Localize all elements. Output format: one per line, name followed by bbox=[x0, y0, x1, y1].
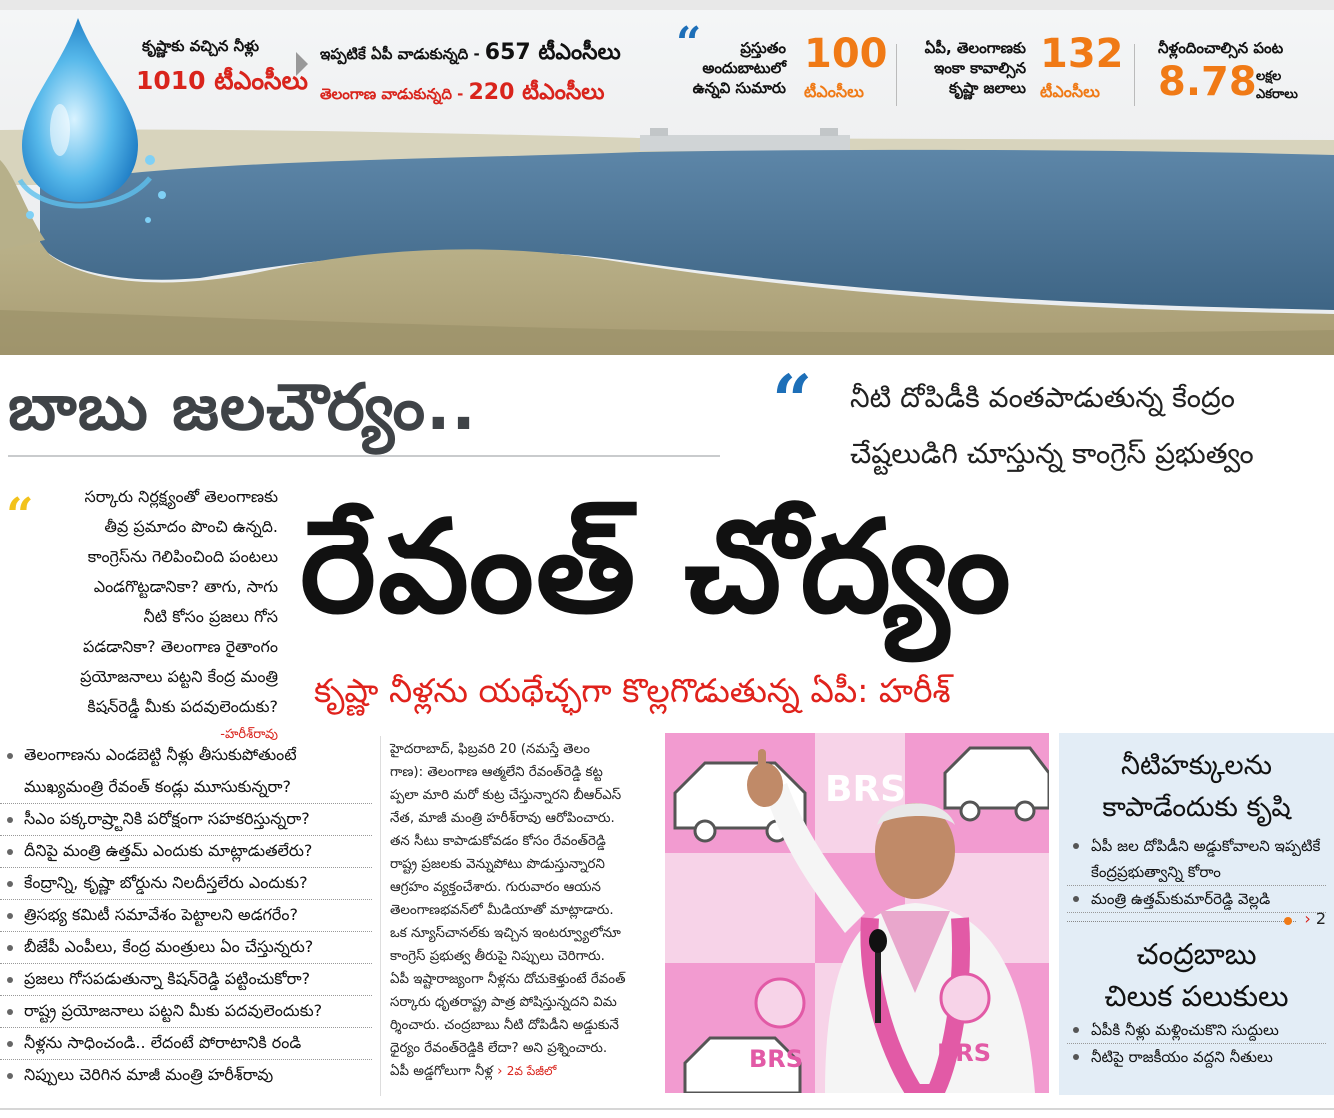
article-last-line bbox=[390, 1060, 646, 1083]
continued-arrow-icon: › bbox=[497, 1064, 503, 1079]
stat-crop-unit-2: ఎకరాలు bbox=[1256, 87, 1298, 102]
list-item-text: నీళ్లను సాధించండి.. లేదంటే పోరాటానికి రండి bbox=[24, 1033, 302, 1052]
stat-crop-unit bbox=[1256, 68, 1298, 104]
side-box-item bbox=[1067, 1017, 1326, 1044]
podium-logo-left: BRS bbox=[749, 1045, 804, 1073]
bottom-rule bbox=[0, 1108, 1334, 1110]
side-box-section-1 bbox=[1059, 733, 1334, 931]
article-line: రాష్ట్ర ప్రజలకు వెన్నుపోటు పొడుస్తున్నారని bbox=[390, 857, 605, 872]
list-item bbox=[0, 868, 372, 900]
quote-blue-icon: “ bbox=[772, 359, 813, 442]
side-box-item bbox=[1067, 833, 1326, 886]
page-ref-row bbox=[1067, 909, 1326, 931]
stat-crop-unit-1: లక్షల bbox=[1256, 69, 1282, 84]
article-line: తన సీటు కాపాడుకోవడం కోసం రేవంత్‌రెడ్డి bbox=[390, 834, 606, 849]
side-box-section-2 bbox=[1059, 931, 1334, 1070]
page-ref-dot bbox=[1284, 917, 1292, 925]
left-quote-line: కిషన్‌రెడ్డీ మీకు పదవులెందుకు? bbox=[87, 697, 278, 716]
article-continued-link[interactable]: 2వ పేజీలో bbox=[506, 1064, 557, 1078]
right-quote bbox=[850, 370, 1254, 482]
stat-ap-usage-value: 657 టీఎంసీలు bbox=[484, 40, 621, 65]
left-quote-line: పడడానికా? తెలంగాణ రైతాంగం bbox=[82, 637, 278, 656]
stat-telangana-usage-value: 220 టీఎంసీలు bbox=[468, 80, 605, 105]
quote-blue-icon: “ bbox=[676, 18, 702, 69]
stat-telangana-usage bbox=[320, 78, 605, 108]
main-headline: రేవంత్ చోద్యం bbox=[300, 493, 1013, 642]
stat-needed-line-3: కృష్ణా జలాలు bbox=[948, 79, 1026, 97]
side-box-item bbox=[1067, 886, 1326, 913]
article-line: నేత, మాజీ మంత్రి హరీశ్‌రావు ఆరోపించారు. bbox=[390, 811, 615, 826]
list-item bbox=[0, 932, 372, 964]
side-box-title-1-line-2: కాపాడేందుకు కృషి bbox=[1102, 792, 1291, 823]
list-item bbox=[0, 1028, 372, 1060]
left-quote-author: -హరీశ్‌రావు bbox=[220, 727, 278, 742]
list-item bbox=[0, 900, 372, 932]
list-item-text: త్రిసభ్య కమిటీ సమావేశం పెట్టాలని అడగరేం? bbox=[24, 905, 298, 924]
article-line: గాణ): తెలంగాణ ఆత్మలేని రేవంత్‌రెడ్డి కట్ట bbox=[390, 765, 603, 780]
podium-logo-right: BRS bbox=[937, 1039, 992, 1067]
side-box-item bbox=[1067, 1044, 1326, 1070]
article-line: ర్శించారు. చంద్రబాబు నీటి దోపిడీని అడ్డుకునే bbox=[390, 1018, 619, 1033]
stat-needed-unit: టీఎంసీలు bbox=[1040, 82, 1100, 101]
article-line: ఒక న్యూస్‌చానల్‌కు ఇచ్చిన ఇంటర్వ్యూలోనూ bbox=[390, 926, 621, 941]
stat-telangana-usage-label: తెలంగాణ వాడుకున్నది - bbox=[320, 85, 464, 103]
article-line: ఏపీ ఇష్టారాజ్యంగా నీళ్లను దోచుకెళ్తుంటే రేవంత్ bbox=[390, 972, 626, 987]
stat-crop-label: నీళ్లందించాల్సిన పంట bbox=[1158, 39, 1284, 57]
list-item bbox=[0, 772, 372, 804]
list-item-text: ముఖ్యమంత్రి రేవంత్ కండ్లు మూసుకున్నరా? bbox=[24, 777, 292, 796]
list-item bbox=[0, 804, 372, 836]
stat-needed-text bbox=[910, 38, 1026, 98]
stat-available-line-1: ప్రస్తుతం bbox=[740, 39, 786, 57]
kicker-headline: బాబు జలచౌర్యం.. bbox=[8, 371, 477, 445]
left-quote-text bbox=[0, 482, 278, 748]
stat-krishna-inflow-value: 1010 టీఎంసీలు bbox=[136, 66, 308, 95]
stat-available-unit: టీఎంసీలు bbox=[804, 82, 864, 101]
stat-available-value: 100 bbox=[804, 31, 888, 77]
article-line: కాంగ్రెస్ ప్రభుత్వ తీరుపై నిప్పులు చెరిగారు. bbox=[390, 949, 605, 964]
stat-needed-line-2: ఇంకా కావాల్సిన bbox=[933, 59, 1026, 77]
chevron-right-icon: › bbox=[1304, 909, 1311, 928]
divider bbox=[896, 44, 897, 106]
list-item-text: దీనిపై మంత్రి ఉత్తమ్ ఎందుకు మాట్లాడుతలేరు? bbox=[24, 841, 313, 860]
list-item-text: సీఎం పక్కరాష్ర్టానికి పరోక్షంగా సహకరిస్తున్నరా? bbox=[24, 809, 310, 828]
left-quote-line: కాంగ్రెస్‌ను గెలిపించింది పంటలు bbox=[87, 547, 278, 566]
page-ref-rule bbox=[1067, 921, 1296, 923]
article-line: సర్కారు ధృతరాష్ట్ర పాత్ర పోషిస్తున్నదని విమ bbox=[390, 995, 617, 1010]
stat-crop-value: 8.78 bbox=[1158, 59, 1257, 105]
arrow-right-icon bbox=[296, 52, 308, 76]
page-ref-number: 2 bbox=[1315, 909, 1326, 928]
article-line: తెలంగాణభవన్‌లో మీడియాతో మాట్లాడారు. bbox=[390, 903, 614, 918]
speaker-photo bbox=[665, 733, 1049, 1093]
right-quote-line-1: నీటి దోపిడీకి వంతపాడుతున్న కేంద్రం bbox=[850, 381, 1235, 414]
left-quote-line: నీటి కోసం ప్రజలు గోస bbox=[143, 607, 278, 626]
list-item bbox=[0, 964, 372, 996]
stat-needed-value: 132 bbox=[1040, 31, 1124, 77]
stat-available-line-2: అందుబాటులో bbox=[702, 59, 786, 77]
quote-yellow-icon: “ bbox=[6, 488, 34, 544]
list-item bbox=[0, 1060, 372, 1092]
side-box-item-text: ఏపీ జల దోపిడీని అడ్డుకోవాలని ఇప్పటికే కేంద్రప్రభుత్వాన్ని కోరాం bbox=[1091, 837, 1321, 881]
column-divider bbox=[380, 736, 381, 1096]
left-quote-line: ప్రయోజనాలు పట్టని కేంద్ర మంత్రి bbox=[80, 667, 278, 686]
hero-photo-band bbox=[0, 0, 1334, 355]
article-line: ఏపీ అడ్డగోలుగా నీళ్ల bbox=[390, 1064, 493, 1079]
side-box bbox=[1059, 733, 1334, 1095]
side-box-title-2-line-1: చంద్రబాబు bbox=[1136, 937, 1257, 971]
left-quote-line: ఎండగొట్టడానికా? తాగు, సాగు bbox=[93, 577, 278, 596]
list-item bbox=[0, 996, 372, 1028]
stat-available-line-3: ఉన్నవి సుమారు bbox=[692, 79, 786, 97]
stat-available-text bbox=[686, 38, 786, 98]
article-line: ప్పలా మారి మరో కుట్ర చేస్తున్నారని బీఆర్‌ఎస్ bbox=[390, 788, 622, 803]
right-quote-line-2: చేష్టలుడిగి చూస్తున్న కాంగ్రెస్ ప్రభుత్వం bbox=[850, 437, 1254, 470]
list-item-text: తెలంగాణను ఎండబెట్టి నీళ్లు తీసుకుపోతుంటే bbox=[24, 745, 297, 764]
side-box-title-2-line-2: చిలుక పలుకులు bbox=[1104, 979, 1289, 1013]
list-item bbox=[0, 740, 372, 772]
list-item-text: బీజేపీ ఎంపీలు, కేంద్ర మంత్రులు ఏం చేస్తున్నరు? bbox=[24, 937, 314, 956]
kicker-underline bbox=[8, 455, 720, 457]
list-item-text: రాష్ట్ర ప్రయోజనాలు పట్టని మీకు పదవులెందుకు? bbox=[24, 1001, 323, 1020]
bullet-list bbox=[0, 740, 372, 1092]
list-item-text: కేంద్రాన్ని, కృష్ణా బోర్డును నిలదీస్తలేరు ఎందుకు? bbox=[24, 873, 308, 892]
left-quote-line: సర్కారు నిర్లక్ష్యంతో తెలంగాణకు bbox=[84, 487, 278, 506]
left-quote-line: తీవ్ర ప్రమాదం పొంచి ఉన్నది. bbox=[104, 517, 278, 536]
list-item bbox=[0, 836, 372, 868]
side-box-item-text: మంత్రి ఉత్తమ్‌కుమార్‌రెడ్డి వెల్లడి bbox=[1091, 890, 1271, 908]
sub-headline: కృష్ణా నీళ్లను యథేచ్ఛగా కొల్లగొడుతున్న ఏపీ: హరీశ్ bbox=[314, 671, 951, 710]
article-line: ధైర్యం రేవంత్‌రెడ్డికి లేదా? అని ప్రశ్నించారు. bbox=[390, 1041, 608, 1056]
stat-ap-usage-label: ఇప్పటికే ఏపీ వాడుకున్నది - bbox=[320, 45, 480, 63]
stat-krishna-inflow-label: కృష్ణాకు వచ్చిన నీళ్లు bbox=[142, 37, 260, 55]
banner-logo-text: BRS bbox=[825, 769, 907, 810]
article-line: హైదరాబాద్, ఫిబ్రవరి 20 (నమస్తే తెలం bbox=[390, 742, 590, 757]
list-item-text: ప్రజలు గోసపడుతున్నా కిషన్‌రెడ్డి పట్టించుకోరా? bbox=[24, 969, 311, 988]
article-body bbox=[390, 738, 646, 1083]
side-box-item-text: నీటిపై రాజకీయం వద్దని నీతులు bbox=[1091, 1048, 1273, 1066]
article-line: ఆగ్రహం వ్యక్తంచేశారు. గురువారం ఆయన bbox=[390, 880, 601, 895]
list-item-text: నిప్పులు చెరిగిన మాజీ మంత్రి హరీశ్‌రావు bbox=[24, 1065, 274, 1084]
side-box-item-text: ఏపీకి నీళ్లు మళ్లించుకొని సుద్దులు bbox=[1091, 1021, 1279, 1039]
stat-ap-usage bbox=[320, 38, 621, 68]
page-ref[interactable] bbox=[1304, 909, 1326, 928]
side-box-title-1-line-1: నీటిహక్కులను bbox=[1121, 750, 1272, 781]
divider bbox=[1134, 44, 1135, 106]
stat-needed-line-1: ఏపీ, తెలంగాణకు bbox=[924, 39, 1026, 57]
